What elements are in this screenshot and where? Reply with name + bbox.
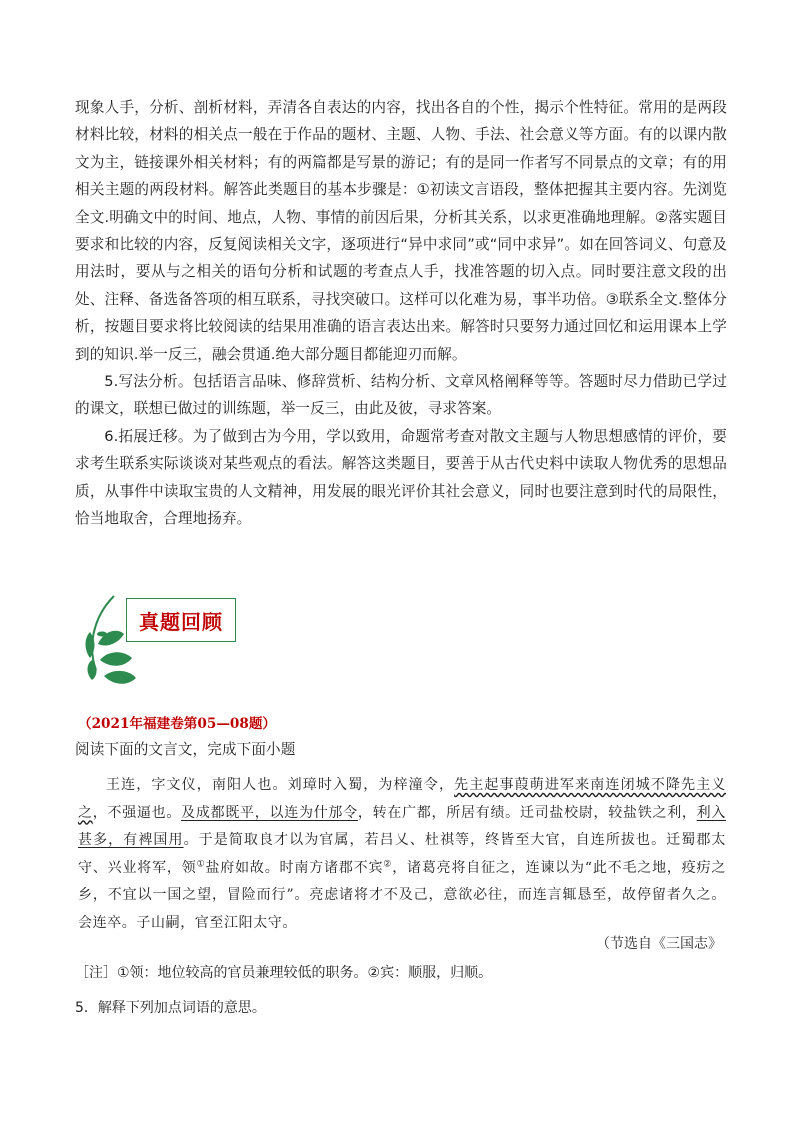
passage-text: [78, 772, 726, 938]
classical-passage: [78, 772, 726, 938]
section-banner: [74, 588, 244, 698]
passage-segment: 盐府如故。时南方诸郡不宾: [205, 859, 384, 876]
intro-paragraph-3: 6.拓展迁移。为了做到古为今用，学以致用，命题常考查对散文主题与人物思想感情的评价，要求考生联系实际谈谈对某些观点的看法。解答这类题目，要善于从古代史料中读取人物优秀的思想品质，从事件中读取宝贵的人文精神，用发展的眼光评价其社会意义，同时也要注意到时代的局限性，恰当地取舍，合理地扬弃。: [75, 427, 727, 528]
passage-segment: 。于是简取良才以为官属，若吕乂、杜祺等，终皆至大官，自连所拔也。迁蜀郡太守、兴业将军，领: [78, 832, 726, 876]
passage-underlined-segment: 利入甚多，有裨国用: [78, 804, 727, 849]
annotation-note: ［注］①领：地位较高的官员兼理较低的职务。②宾：顺服，归顺。: [75, 965, 493, 981]
passage-segment: ，不强逼也。: [92, 804, 182, 821]
passage-segment: ，诸葛亮将自征之，连谏以为“此不毛之地，疫疠之乡，不宜以一国之望，冒险而行”。亮虑诸将才不及己，意欲必往，而连言辄恳至，故停留者久之。会连卒。子山嗣，官至江阳太守。: [78, 859, 726, 931]
intro-paragraph-1: 现象人手，分析、剖析材料，弄清各自表达的内容，找出各自的个性，揭示个性特征。常用的是两段材料比较，材料的相关点一般在于作品的题材、主题、人物、手法、社会意义等方面。有的以课内散文为主，链接课外相关材料；有的两篇都是写景的游记；有的是同一作者写不同景点的文章；有的用相关主题的两段材料。解答此类题目的基本步骤是：①初读文言语段，整体把握其主要内容。先浏览全文.明确文中的时间、地点，人物、事情的前因后果，分析其关系，以求更准确地理解。②落实题目要求和比较的内容，反复阅读相关文字，逐项进行“异中求同”或“同中求异”。如在回答词义、句意及用法时，要从与之相关的语句分析和试题的考查点人手，找准答题的切入点。同时要注意文段的出处、注释、备选备答项的相互联系，寻找突破口。这样可以化难为易，事半功倍。③联系全文.整体分析，按题目要求将比较阅读的结果用准确的语言表达出来。解答时只要努力通过回忆和运用课本上学到的知识.举一反三，融会贯通.绝大部分题目都能迎刃而解。: [75, 99, 727, 363]
passage-segment: ，转在广都，所居有绩。迁司盐校尉，较盐铁之利，: [357, 804, 697, 821]
intro-section: [75, 94, 727, 533]
footnote-marker: ①: [196, 859, 206, 870]
instruction: [75, 736, 727, 763]
instruction-text: 阅读下面的文言文，完成下面小题: [75, 741, 296, 758]
passage-segment: 王连，字文仪，南阳人也。刘璋时入蜀，为梓潼令，: [106, 777, 455, 793]
footnote-marker: ②: [383, 859, 393, 870]
intro-paragraph-2: 5.写法分析。包括语言品味、修辞赏析、结构分析、文章风格阐释等等。答题时尽力借助已学过的课文，联想已做过的训练题，举一反三，由此及彼，寻求答案。: [75, 373, 727, 418]
banner-title-box: [126, 598, 236, 642]
passage-attribution: （节选自《三国志》: [596, 936, 722, 952]
passage-underlined-segment: 先主起事葭萌进军来南连闭城不降先主义之: [78, 777, 726, 821]
passage-underlined-segment: 及成都既平，以连为什邡令: [181, 804, 358, 821]
banner-title: 真题回顾: [139, 609, 223, 634]
question-5: 5．解释下列加点词语的意思。: [75, 1000, 266, 1016]
exam-source: （2021年福建卷第05—08题）: [78, 716, 277, 732]
